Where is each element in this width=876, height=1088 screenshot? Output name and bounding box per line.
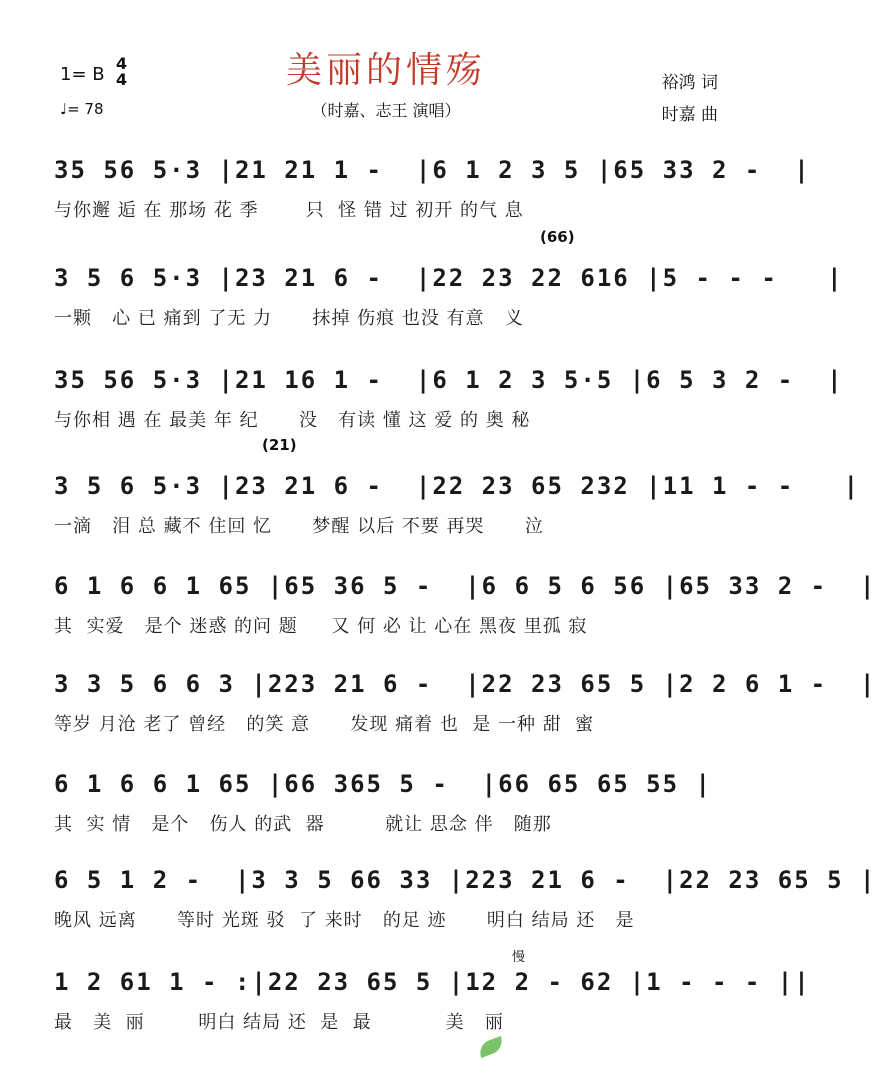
notation-row: 3 5 6 5·3 |23 21 6 - |22 23 22 616 |5 - - - | [54,264,844,292]
lyrics-row: 最 美 丽 明白 结局 还 是 最 美 丽 [54,1012,504,1033]
notation-row: 35 56 5·3 |21 21 1 - |6 1 2 3 5 |65 33 2 - | [54,156,811,184]
composer-credit: 时嘉 曲 [661,105,718,125]
lyrics-row: 一颗 心 已 痛到 了无 力 抹掉 伤痕 也没 有意 义 [54,308,524,329]
score-line [54,764,734,860]
notation-row: 6 1 6 6 1 65 |65 36 5 - |6 6 5 6 56 |65 33 2 - | [54,572,876,600]
lyrics-row: 等岁 月沧 老了 曾经 的笑 意 发现 痛着 也 是 一种 甜 蜜 [54,714,595,735]
score-line [54,360,844,456]
score-line [54,860,876,956]
meter-bottom: 4 [116,70,128,89]
time-signature [116,56,127,88]
key-signature: 1= B [60,64,105,85]
lyrics-row: 晚风 远离 等时 光斑 驳 了 来时 的足 迹 明白 结局 还 是 [54,910,635,931]
score-line [54,150,811,246]
notation-row: 6 1 6 6 1 65 |66 365 5 - |66 65 65 55 | [54,770,712,798]
performers-subtitle: （时嘉、志王 演唱） [311,101,461,120]
score-line [54,258,844,354]
notation-row: 35 56 5·3 |21 16 1 - |6 1 2 3 5·5 |6 5 3 2 - | [54,366,844,394]
tempo-marking: ♩= 78 [60,100,104,118]
alt-notes: (66) [540,228,575,246]
lyrics-row: 与你邂 逅 在 那场 花 季 只 怪 错 过 初开 的气 息 [54,200,524,221]
notation-row: 6 5 1 2 - |3 3 5 66 33 |223 21 6 - |22 23 65 5 | [54,866,876,894]
notation-row: 3 3 5 6 6 3 |223 21 6 - |22 23 65 5 |2 2 6 1 - | [54,670,876,698]
score-line [54,950,811,1058]
notation-row: 3 5 6 5·3 |23 21 6 - |22 23 65 232 |11 1 - - | [54,472,861,500]
score-line [54,566,876,662]
notation-row: 1 2 61 1 - :|22 23 65 5 |12 2 - 62 |1 - - - || [54,968,811,996]
score-line [54,466,861,562]
song-title: 美丽的情殇 [285,50,486,91]
score-line [54,664,876,760]
lyrics-row: 与你相 遇 在 最美 年 纪 没 有读 懂 这 爱 的 奥 秘 [54,410,531,431]
alt-notes: (21) [262,436,297,454]
meter-top: 4 [116,54,128,73]
lyrics-row: 其 实爱 是个 迷惑 的问 题 又 何 必 让 心在 黑夜 里孤 寂 [54,616,588,637]
lyricist-credit: 裕鸿 词 [661,73,718,93]
lyrics-row: 一滴 泪 总 藏不 住回 忆 梦醒 以后 不要 再哭 泣 [54,516,544,537]
lyrics-row: 其 实 情 是个 伤人 的武 器 就让 思念 伴 随那 [54,814,552,835]
tempo-slow-mark: 慢 [512,950,526,965]
